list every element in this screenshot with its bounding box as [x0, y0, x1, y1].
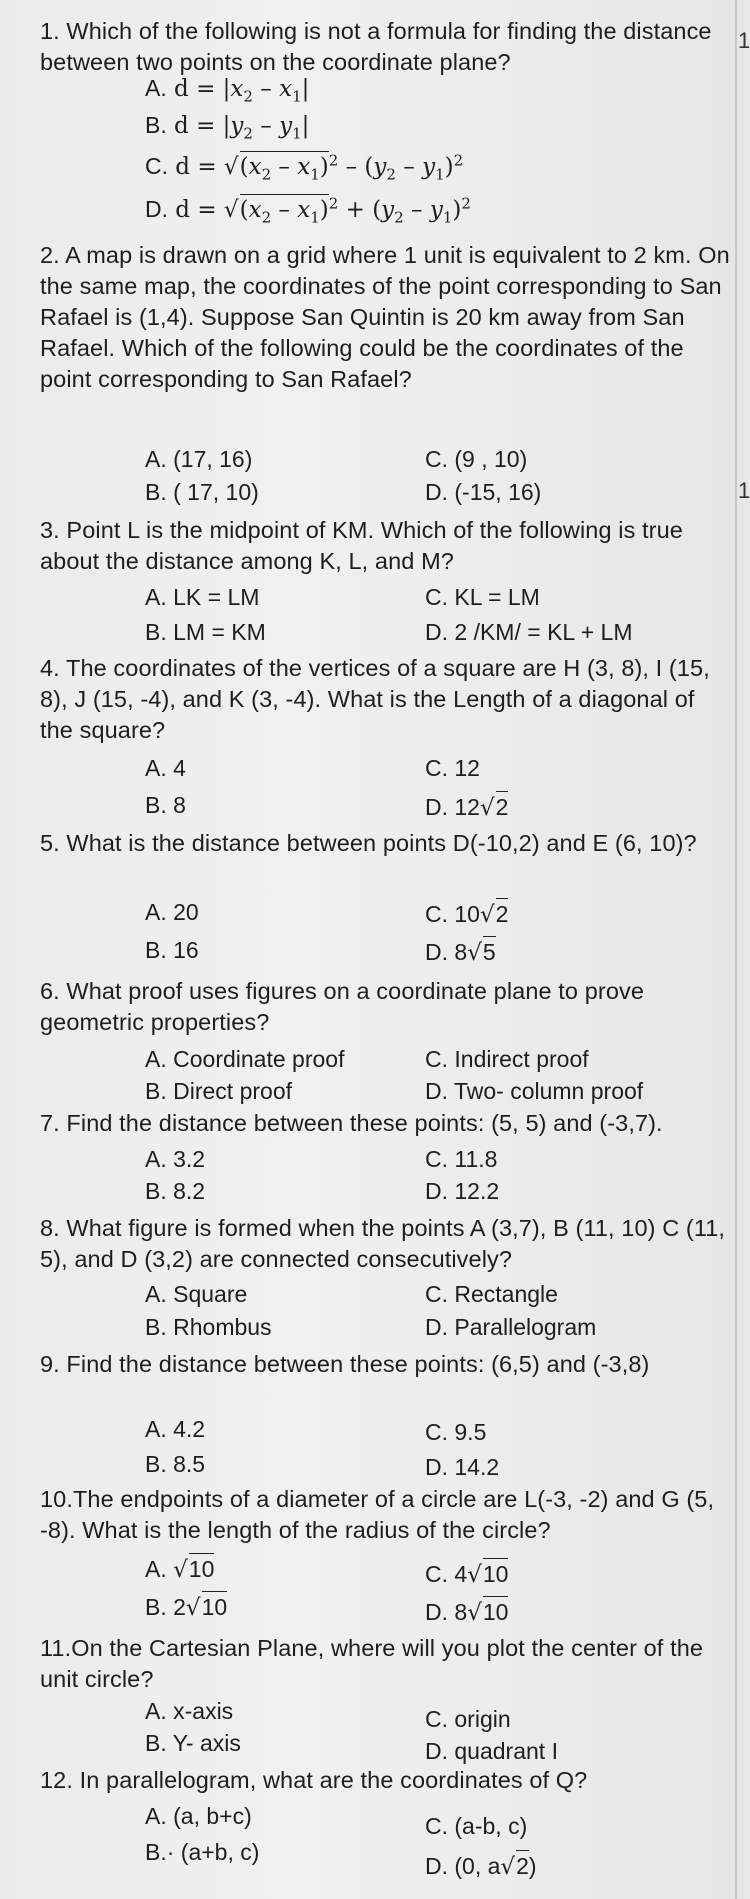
page-edge-line	[735, 0, 737, 1899]
question-4: 4. The coordinates of the vertices of a square are H (3, 8), I (15, 8), J (15, -4), and K (3, -4). What is the Length of a diagonal of the square?	[40, 655, 710, 743]
q8-option-d: D. Parallelogram	[425, 1314, 597, 1340]
q1-option-b: B. $d = |y_2 - y_1|$	[145, 112, 310, 143]
margin-mark-top: 1	[738, 28, 750, 53]
q4-option-c: C. 12	[425, 755, 480, 781]
question-11: 11.On the Cartesian Plane, where will you plot the center of the unit circle?	[40, 1635, 704, 1692]
q3-option-b: B. LM = KM	[145, 619, 266, 645]
q2-option-b: B. ( 17, 10)	[145, 479, 259, 505]
q11-option-d: D. quadrant I	[425, 1738, 558, 1764]
q2-option-d: D. (-15, 16)	[425, 479, 542, 505]
question-12: 12. In parallelogram, what are the coordinates of Q?	[40, 1767, 588, 1793]
q4-option-b: B. 8	[145, 792, 186, 818]
q3-option-c: C. KL = LM	[425, 584, 540, 610]
q6-option-d: D. Two- column proof	[425, 1078, 644, 1104]
q4-option-a: A. 4	[145, 755, 186, 781]
q1-option-a: A. $d = |x_2 - x_1|$	[145, 75, 310, 106]
q1-option-c: C. $d = √(x_2 - x_1)^2 - (y_2 - y_1)^2$	[145, 151, 464, 184]
q5-option-c: C. 10√2	[425, 898, 508, 929]
q12-option-c: C. (a-b, c)	[425, 1813, 528, 1839]
q11-option-c: C. origin	[425, 1706, 511, 1732]
q7-option-c: C. 11.8	[425, 1146, 498, 1172]
q5-option-b: B. 16	[145, 937, 199, 963]
question-2: 2. A map is drawn on a grid where 1 unit is equivalent to 2 km. On the same map, the coordinates of the point corresponding to San Rafael is (1,4). Suppose San Quintin is 20 km away from San Rafael. Which of the following could be the coordinates of the point corresponding to San Rafael?	[40, 242, 730, 392]
margin-mark-middle: 1	[738, 478, 750, 503]
question-9: 9. Find the distance between these points: (6,5) and (-3,8)	[40, 1351, 650, 1377]
question-3: 3. Point L is the midpoint of KM. Which of the following is true about the distance among K, L, and M?	[40, 517, 683, 574]
q9-option-c: C. 9.5	[425, 1419, 487, 1445]
q10-option-a: A. √10	[145, 1553, 214, 1584]
q10-option-b: B. 2√10	[145, 1591, 227, 1622]
question-8: 8. What figure is formed when the points A (3,7), B (11, 10) C (11, 5), and D (3,2) are connected consecutively?	[40, 1215, 726, 1272]
q2-option-a: A. (17, 16)	[145, 446, 253, 472]
q7-option-a: A. 3.2	[145, 1146, 206, 1172]
q1-option-d: D. $d = √(x_2 - x_1)^2 + (y_2 - y_1)^2$	[145, 194, 471, 227]
question-7: 7. Find the distance between these points: (5, 5) and (-3,7).	[40, 1110, 663, 1136]
q12-option-a: A. (a, b+c)	[145, 1803, 252, 1829]
q12-option-d: D. (0, a√2)	[425, 1850, 537, 1881]
q8-option-a: A. Square	[145, 1281, 248, 1307]
q8-option-b: B. Rhombus	[145, 1314, 272, 1340]
q10-option-d: D. 8√10	[425, 1596, 508, 1627]
q4-option-d: D. 12√2	[425, 791, 508, 822]
q7-option-b: B. 8.2	[145, 1178, 206, 1204]
q3-option-d: D. 2 /KM/ = KL + LM	[425, 619, 633, 645]
q2-option-c: C. (9 , 10)	[425, 446, 528, 472]
q11-option-a: A. x-axis	[145, 1698, 234, 1724]
q8-option-c: C. Rectangle	[425, 1281, 558, 1307]
q9-option-d: D. 14.2	[425, 1454, 500, 1480]
question-1: 1. Which of the following is not a formula for finding the distance between two points on the coordinate plane?	[40, 18, 712, 75]
q6-option-c: C. Indirect proof	[425, 1046, 589, 1072]
question-10: 10.The endpoints of a diameter of a circle are L(-3, -2) and G (5, -8). What is the length of the radius of the circle?	[40, 1486, 715, 1543]
q9-option-b: B. 8.5	[145, 1451, 206, 1477]
q9-option-a: A. 4.2	[145, 1416, 206, 1442]
question-6: 6. What proof uses figures on a coordinate plane to prove geometric properties?	[40, 978, 645, 1035]
q12-option-b: B.· (a+b, c)	[145, 1839, 260, 1865]
question-5: 5. What is the distance between points D(-10,2) and E (6, 10)?	[40, 830, 697, 856]
q10-option-c: C. 4√10	[425, 1558, 508, 1589]
q7-option-d: D. 12.2	[425, 1178, 500, 1204]
q6-option-b: B. Direct proof	[145, 1078, 292, 1104]
q5-option-d: D. 8√5	[425, 936, 496, 967]
q11-option-b: B. Y- axis	[145, 1730, 241, 1756]
q3-option-a: A. LK = LM	[145, 584, 260, 610]
q5-option-a: A. 20	[145, 899, 199, 925]
q6-option-a: A. Coordinate proof	[145, 1046, 345, 1072]
